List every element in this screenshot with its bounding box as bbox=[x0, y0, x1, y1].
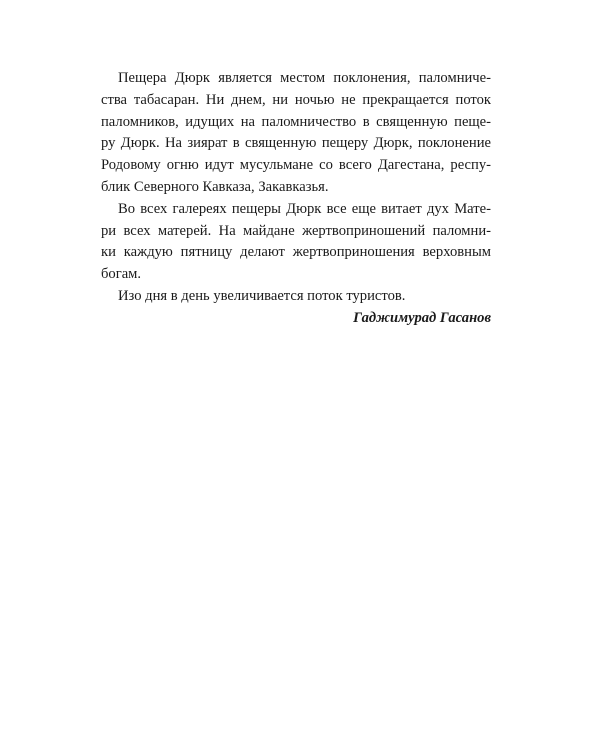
text-line: ри всех матерей. На майдане жертвоприношений паломни- bbox=[101, 222, 491, 239]
author-signature: Гаджимурад Гасанов bbox=[353, 309, 491, 326]
text-line: ки каждую пятницу делают жертвоприношения верховным bbox=[101, 244, 491, 261]
paragraph-3 bbox=[101, 286, 491, 308]
text-line: богам. bbox=[101, 266, 142, 283]
text-line: ру Дюрк. На зиярат в священную пещеру Дюрк, поклонение bbox=[101, 135, 491, 152]
text-line: Во всех галереях пещеры Дюрк все еще витает дух Мате- bbox=[118, 200, 491, 217]
text-line: паломников, идущих на паломничество в священную пеще- bbox=[101, 113, 491, 130]
body-text bbox=[101, 68, 491, 330]
paragraph-1 bbox=[101, 68, 491, 199]
paragraph-2 bbox=[101, 199, 491, 286]
text-line: блик Северного Кавказа, Закавказья. bbox=[101, 178, 329, 195]
text-line: Пещера Дюрк является местом поклонения, паломниче- bbox=[118, 70, 491, 86]
text-line: Родовому огню идут мусульмане со всего Дагестана, респу- bbox=[101, 157, 491, 174]
text-line: ства табасаран. Ни днем, ни ночью не прекращается поток bbox=[101, 91, 491, 108]
text-line: Изо дня в день увеличивается поток туристов. bbox=[118, 287, 406, 304]
